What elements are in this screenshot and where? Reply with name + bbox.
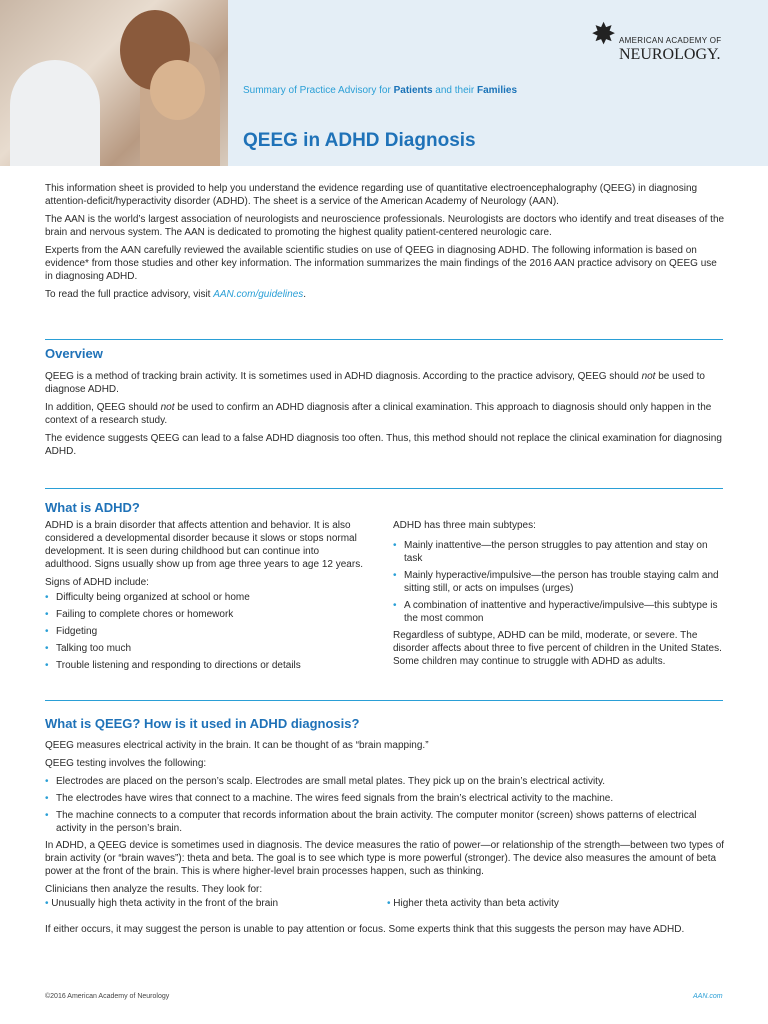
adhd-right-paragraph: Regardless of subtype, ADHD can be mild, moderate, or severe. The disorder affects about three to five percent of children in the United States. Some children may continue to struggle with ADHD as adults. (393, 630, 722, 667)
adhd-heading: What is ADHD? (45, 500, 140, 515)
list-item (393, 539, 725, 565)
summary-families: Families (477, 85, 518, 96)
bullet-icon: • (45, 660, 49, 671)
intro-paragraph-1: This information sheet is provided to help you understand the evidence regarding use of quantitative electroencephalography (QEEG) in diagnosing attention-deficit/hyperactivity disorder (ADHD). The sheet is a service of the American Academy of Neurology (AAN). (45, 183, 698, 207)
qeeg-paragraph-1: QEEG measures electrical activity in the brain. It can be thought of as “brain mapping.” (45, 740, 429, 751)
overview-paragraph-1 (45, 370, 725, 396)
intro-section (45, 182, 725, 306)
list-item (45, 591, 365, 604)
list-item (45, 642, 365, 655)
list-item (45, 792, 725, 805)
overview-p2-a: In addition, QEEG should (45, 402, 161, 413)
divider-overview (45, 339, 723, 340)
header-band (0, 0, 768, 166)
bullet-icon: • (45, 776, 49, 787)
logo-line2: NEUROLOGY. (619, 46, 721, 63)
overview-p1-b: be used to diagnose ADHD. (45, 371, 705, 395)
qeeg-paragraph-3: In ADHD, a QEEG device is sometimes used in diagnosis. The device measures the ratio of power—or relationship of the strength—between two types of brain activity (or “brain waves”): theta and beta. The goal is to see which type is more powerful (stronger). The device also measures the amount of beta power at the front of the brain. This is where higher-level brain processes happen, such as thinking. (45, 840, 725, 877)
photo-doctor-shape (10, 60, 100, 166)
qeeg-section (45, 739, 725, 941)
list-item (393, 569, 725, 595)
summary-line (243, 85, 517, 96)
summary-prefix: Summary of Practice Advisory for (243, 85, 394, 96)
bullet-icon: • (387, 898, 391, 909)
intro-paragraph-2: The AAN is the world’s largest association of neurologists and neuroscience professionals. Neurologists are doctors who identify and treat diseases of the brain and nervous system. The AAN is dedicated to promoting the highest quality patient-centered neurologic care. (45, 214, 725, 238)
adhd-left-column (45, 519, 365, 676)
list-item-text: Higher theta activity than beta activity (393, 898, 559, 909)
bullet-icon: • (393, 600, 397, 611)
bullet-icon: • (393, 540, 397, 551)
qeeg-paragraph-4: Clinicians then analyze the results. They look for: (45, 884, 263, 895)
list-item (387, 897, 717, 910)
bullet-icon: • (45, 643, 49, 654)
overview-p2-em: not (160, 402, 175, 413)
list-item-text: A combination of inattentive and hyperactive/impulsive—this subtype is the most common (404, 600, 718, 624)
overview-heading: Overview (45, 346, 103, 361)
list-item (45, 809, 725, 835)
list-item-text: Mainly hyperactive/impulsive—the person has trouble staying calm and sitting still, or acts on impulses (urges) (404, 570, 719, 594)
bullet-icon: • (45, 592, 49, 603)
overview-section (45, 370, 725, 463)
footer-site-link[interactable]: AAN.com (693, 993, 723, 1000)
list-item (45, 659, 365, 672)
list-item-text: Talking too much (56, 643, 132, 654)
intro-paragraph-3: Experts from the AAN carefully reviewed the available scientific studies on use of QEEG in diagnosing ADHD. The following information is based on evidence* from those studies and other key information. The information summarizes the main findings of the 2016 AAN practice advisory on QEEG use in diagnosing ADHD. (45, 245, 717, 282)
summary-and: and their (432, 85, 477, 96)
qeeg-steps-list (45, 775, 725, 835)
adhd-paragraph-1: ADHD is a brain disorder that affects attention and behavior. It is also considered a developmental disorder because it slows or stops normal development. It is seen during childhood but can continue into adulthood. Signs usually show up from age three years to age 12 years. (45, 520, 363, 570)
header-photo (0, 0, 228, 166)
photo-child-shape (150, 60, 205, 120)
list-item (45, 608, 365, 621)
qeeg-heading: What is QEEG? How is it used in ADHD diagnosis? (45, 716, 360, 731)
bullet-icon: • (45, 626, 49, 637)
list-item-text: Difficulty being organized at school or home (56, 592, 250, 603)
overview-paragraph-2 (45, 401, 725, 427)
bullet-icon: • (45, 810, 49, 821)
list-item-text: Mainly inattentive—the person struggles to pay attention and stay on task (404, 540, 708, 564)
list-item-text: Fidgeting (56, 626, 98, 637)
list-item-text: Unusually high theta activity in the front of the brain (51, 898, 279, 909)
subtypes-intro: ADHD has three main subtypes: (393, 520, 536, 531)
intro-p4-suffix: . (303, 289, 307, 300)
starburst-icon: ✸ (591, 18, 617, 51)
bullet-icon: • (393, 570, 397, 581)
summary-patients: Patients (393, 85, 433, 96)
bullet-icon: • (45, 609, 49, 620)
signs-list (45, 591, 365, 672)
subtypes-list (393, 539, 725, 625)
page-title: QEEG in ADHD Diagnosis (243, 130, 476, 151)
overview-p1-a: QEEG is a method of tracking brain activity. It is sometimes used in ADHD diagnosis. According to the practice advisory, QEEG should (45, 371, 642, 382)
intro-p4-prefix: To read the full practice advisory, visit (45, 289, 214, 300)
bullet-icon: • (45, 898, 49, 909)
overview-p2-b: be used to confirm an ADHD diagnosis after a clinical examination. This approach to diagnosis should only happen in the context of a research study. (45, 402, 712, 426)
bullet-icon: • (45, 793, 49, 804)
list-item-text: The machine connects to a computer that records information about the brain activity. The computer monitor (screen) shows patterns of electrical activity in the person’s brain. (56, 810, 697, 834)
signs-intro: Signs of ADHD include: (45, 577, 149, 588)
intro-paragraph-4 (45, 288, 725, 301)
qeeg-paragraph-5: If either occurs, it may suggest the person is unable to pay attention or focus. Some experts think that this suggests the person may have ADHD. (45, 924, 685, 935)
list-item (45, 775, 725, 788)
divider-qeeg (45, 700, 723, 701)
list-item-text: Failing to complete chores or homework (56, 609, 234, 620)
logo-line1: AMERICAN ACADEMY OF (619, 36, 722, 45)
aan-logo (591, 20, 731, 64)
divider-adhd (45, 488, 723, 489)
guidelines-link[interactable]: AAN.com/guidelines (213, 289, 304, 300)
footer-copyright: ©2016 American Academy of Neurology (45, 993, 170, 1000)
look-for-row (45, 897, 725, 915)
list-item-text: Electrodes are placed on the person’s scalp. Electrodes are small metal plates. They pick up on the brain’s electrical activity. (56, 776, 605, 787)
qeeg-paragraph-2: QEEG testing involves the following: (45, 758, 207, 769)
adhd-right-column (393, 519, 725, 673)
list-item (45, 625, 365, 638)
list-item-text: Trouble listening and responding to directions or details (56, 660, 301, 671)
list-item (393, 599, 725, 625)
list-item (45, 897, 375, 910)
overview-paragraph-3: The evidence suggests QEEG can lead to a false ADHD diagnosis too often. Thus, this method should not replace the clinical examination for diagnosing ADHD. (45, 433, 722, 457)
overview-p1-em: not (641, 371, 656, 382)
list-item-text: The electrodes have wires that connect to a machine. The wires feed signals from the brain’s electrical activity to the machine. (56, 793, 614, 804)
